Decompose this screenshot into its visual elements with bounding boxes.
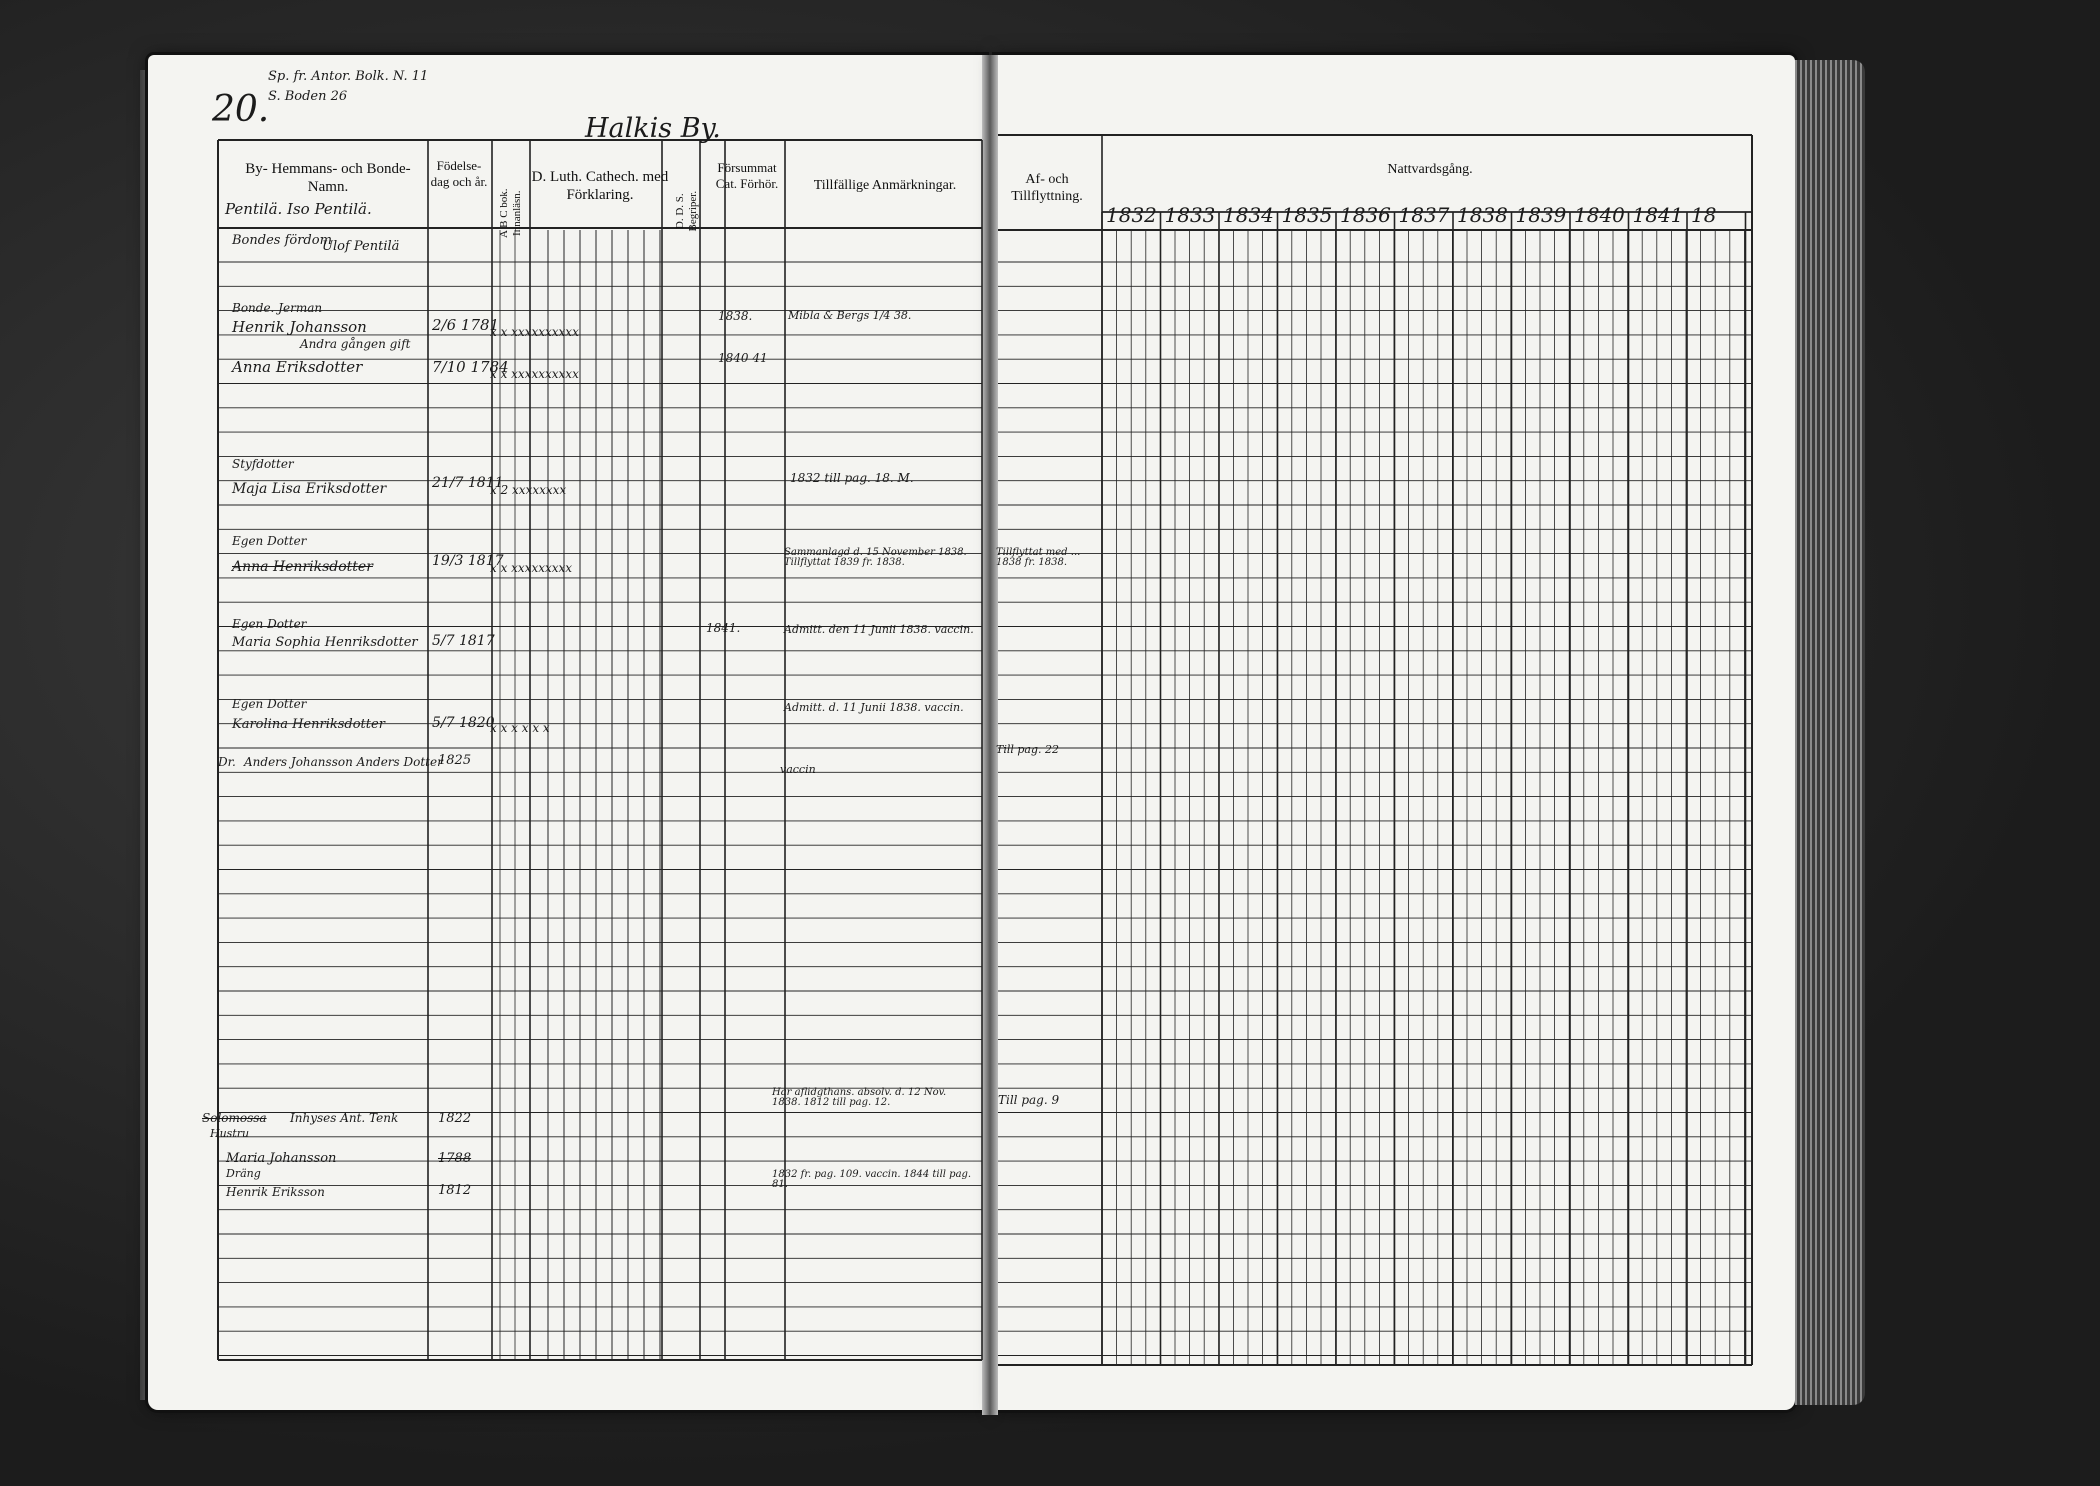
entry-birth: 1825: [438, 753, 472, 768]
communion-year-label: 1835: [1281, 203, 1333, 227]
entry-name: Maria Sophia Henriksdotter: [232, 635, 418, 650]
entry-marks: x 2 xxxxxxxx: [490, 483, 567, 497]
entry-marks: x x x x x x: [490, 721, 550, 735]
entry-marks: x x xxxxxxxxxx: [490, 325, 579, 339]
entry-role: Egen Dotter: [232, 617, 307, 631]
entry-name: Henrik Eriksson: [226, 1185, 325, 1199]
column-header-abc: A B C bok. Innanläsn.: [497, 188, 523, 238]
entry-role: Bonde. Jerman: [232, 301, 323, 315]
entry-forsum: 1838.: [718, 309, 753, 323]
entry-role: Andra gången gift: [300, 337, 411, 351]
farm-name: Pentilä. Iso Pentilä.: [225, 200, 372, 218]
entry-name: Anders Johansson Anders Dotter: [244, 755, 443, 769]
entry-role: Dräng: [226, 1167, 261, 1180]
column-header-forsum: Försummat Cat. Förhör.: [715, 160, 779, 191]
top-reference-2: S. Boden 26: [268, 89, 348, 104]
entry-birth: 7/10 1784: [432, 358, 509, 376]
communion-year-label: 1841: [1632, 203, 1684, 227]
column-header-dds: D. D. S. Begriper.: [673, 190, 699, 232]
village-title: Halkis By.: [585, 113, 721, 144]
entry-birth: 1822: [438, 1111, 472, 1126]
entry-birth: 21/7 1811: [432, 475, 504, 491]
entry-birth: 1812: [438, 1183, 472, 1198]
communion-year-label: 1834: [1223, 203, 1274, 227]
entry-remark: 1832 fr. pag. 109. vaccin. 1844 till pag. 81.: [772, 1169, 972, 1190]
entry-role: Egen Dotter: [232, 697, 307, 711]
column-header-remarks: Tillfällige Anmärkningar.: [813, 178, 957, 193]
entry-name: Henrik Johansson: [232, 318, 367, 336]
entry-role: Dr.: [218, 755, 236, 769]
entry-name: Anna Henriksdotter: [232, 559, 373, 575]
communion-year-label: 1837: [1398, 203, 1450, 227]
entry-role: Styfdotter: [232, 457, 294, 471]
entry-remark: Mibla & Bergs 1/4 38.: [788, 309, 912, 322]
communion-year-label: 1836: [1340, 203, 1391, 227]
column-header-moves: Af- och Tillflyttning.: [1011, 172, 1083, 204]
entry-birth: 5/7 1820: [432, 715, 495, 731]
column-header-birth: Födelse-dag och år.: [430, 158, 488, 189]
communion-year-label: 1838: [1457, 203, 1508, 227]
entry-marks: x x xxxxxxxxxx: [490, 367, 579, 381]
entry-marks: x x xxxxxxxxx: [490, 561, 573, 575]
entry-remark: Admitt. d. 11 Junii 1838. vaccin.: [784, 701, 964, 714]
column-header-name: By- Hemmans- och Bonde-Namn.: [245, 161, 411, 195]
entry-name: Maria Johansson: [226, 1151, 337, 1166]
entry-birth: 2/6 1781: [432, 316, 500, 334]
move-note: Till pag. 9: [998, 1093, 1060, 1107]
entry-remark: Admitt. den 11 Junii 1838. vaccin.: [784, 623, 974, 636]
move-note: Tillflyttat med ... 1838 fr. 1838.: [996, 547, 1081, 568]
top-reference-1: Sp. fr. Antor. Bolk. N. 11: [268, 69, 429, 84]
communion-year-label: 1840: [1574, 203, 1625, 227]
column-header-catech: D. Luth. Cathech. med Förklaring.: [531, 169, 669, 203]
entry-birth: 1788: [438, 1151, 472, 1166]
move-note: Till pag. 22: [996, 743, 1060, 756]
entry-forsum: 1840 41: [718, 351, 768, 365]
page-number: 20.: [212, 89, 270, 130]
entry-name: Karolina Henriksdotter: [232, 717, 385, 732]
entry-remark: vaccin: [780, 763, 816, 776]
entry-forsum: 1841.: [706, 621, 741, 635]
communion-year-label: 1839: [1515, 203, 1567, 227]
entry-remark: Sammanlagd d. 15 November 1838. Tillflyttat 1839 fr. 1838.: [784, 547, 967, 568]
communion-year-label: 18: [1691, 203, 1717, 227]
column-header-communion: Nattvardsgång.: [1387, 162, 1473, 177]
entry-name: Ulof Pentilä: [322, 239, 400, 254]
communion-year-label: 1833: [1164, 203, 1216, 227]
entry-role: Hustru: [210, 1127, 250, 1140]
entry-role: Bondes fördom: [232, 233, 332, 248]
entry-role: Solomossa: [202, 1111, 267, 1125]
entry-role: Egen Dotter: [232, 534, 307, 548]
entry-birth: 19/3 1817: [432, 553, 504, 569]
communion-year-label: 1832: [1106, 203, 1157, 227]
entry-birth: 5/7 1817: [432, 633, 495, 649]
entry-name: Anna Eriksdotter: [232, 358, 363, 376]
entry-remark: Har aflidgthans. absolv. d. 12 Nov. 1838. 1812 till pag. 12.: [772, 1087, 947, 1108]
entry-remark: 1832 till pag. 18. M.: [790, 471, 914, 485]
entry-name: Inhyses Ant. Tenk: [290, 1111, 399, 1125]
entry-name: Maja Lisa Eriksdotter: [232, 481, 387, 497]
